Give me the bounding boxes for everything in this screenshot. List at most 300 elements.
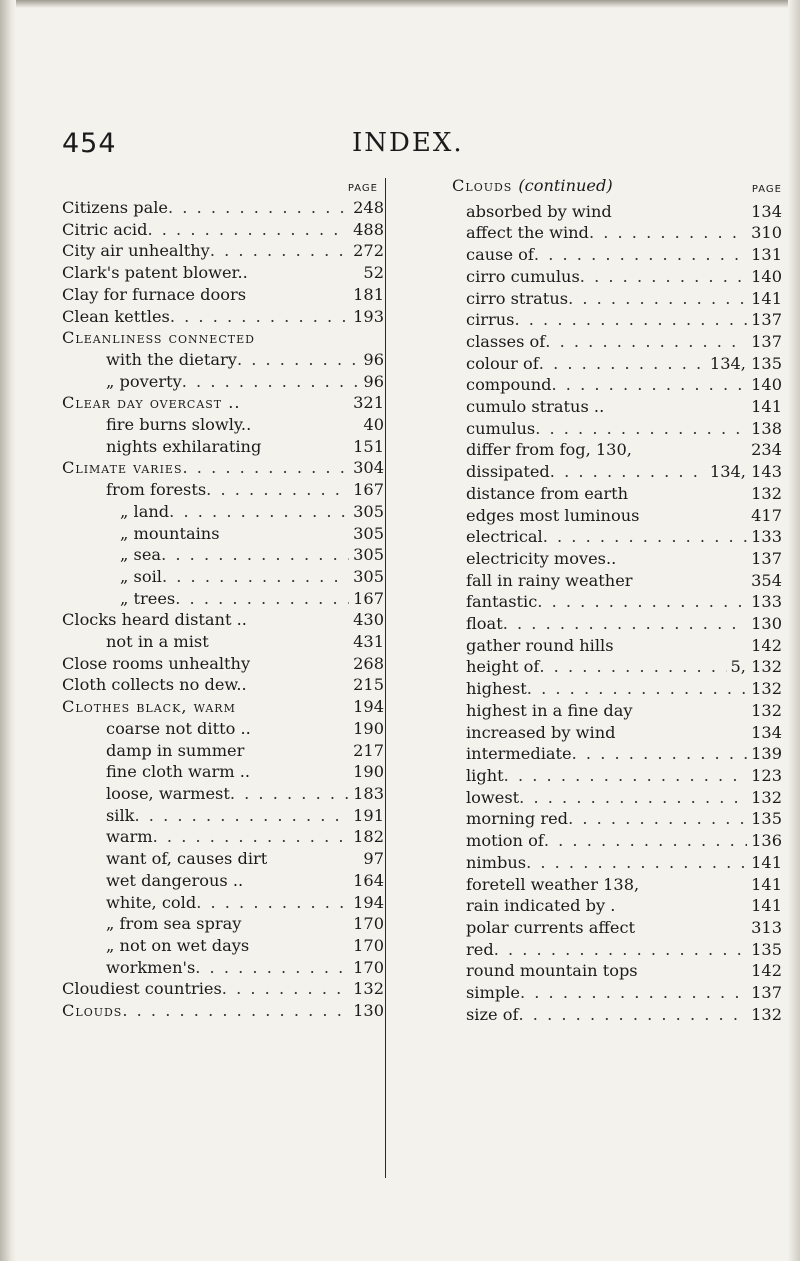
leader-dots [633, 700, 748, 722]
leader-dots [182, 371, 360, 393]
leader-dots [220, 523, 350, 545]
leader-dots [568, 808, 747, 830]
leader-dots [544, 830, 747, 852]
leader-dots [580, 266, 747, 288]
leader-dots [210, 240, 349, 262]
entry-page-number: 131 [751, 245, 782, 265]
index-entry [62, 501, 384, 523]
index-entry [62, 306, 384, 328]
index-entry [452, 982, 782, 1004]
entry-page-number: 130 [751, 614, 782, 634]
index-entry [62, 957, 384, 979]
entry-page-number: 170 [353, 935, 384, 955]
leader-dots [251, 414, 359, 436]
index-entry [62, 718, 384, 740]
entry-page-number: 133 [751, 592, 782, 612]
leader-dots [638, 960, 747, 982]
index-entry [452, 396, 782, 418]
index-entry [452, 331, 782, 353]
entry-page-number: 182 [353, 827, 384, 847]
leader-dots [195, 957, 349, 979]
entry-page-number: 191 [353, 805, 384, 825]
leader-dots [250, 653, 349, 675]
entry-text: Cleanliness connected [62, 328, 255, 348]
entry-text: cirro stratus [466, 288, 569, 308]
entry-text: absorbed by wind [466, 201, 612, 221]
index-entry [62, 740, 384, 762]
entry-text: simple [466, 983, 520, 1003]
leader-dots [183, 457, 350, 479]
leader-dots [518, 1004, 747, 1026]
left-entry-list [62, 197, 384, 1022]
entry-page-number: 134, 143 [709, 462, 782, 482]
leader-dots [639, 505, 747, 527]
entry-page-number: 183 [353, 783, 384, 803]
index-entry [62, 978, 384, 1000]
index-entry [62, 219, 384, 241]
index-entry [62, 826, 384, 848]
leader-dots [527, 678, 747, 700]
index-entry [452, 309, 782, 331]
entry-text: Close rooms unhealthy [62, 653, 251, 673]
leader-dots [539, 656, 726, 678]
leader-dots [236, 696, 349, 718]
leader-dots [267, 848, 359, 870]
entry-page-number: 141 [751, 874, 782, 894]
entry-page-number: 194 [353, 697, 384, 717]
leader-dots [545, 331, 747, 353]
entry-page-number: 130 [353, 1001, 384, 1021]
entry-text: affect the wind [466, 223, 589, 243]
index-entry [62, 327, 384, 349]
entry-page-number: 134, 135 [709, 353, 782, 373]
entry-text: cirrus [466, 310, 515, 330]
entry-page-number: 170 [353, 957, 384, 977]
entry-page-number: 132 [751, 1004, 782, 1024]
index-entry [62, 457, 384, 479]
entry-text: „ soil [120, 566, 162, 586]
leader-dots [237, 349, 359, 371]
leader-dots [551, 374, 747, 396]
entry-text: Cloudiest countries [62, 979, 222, 999]
entry-page-number: 140 [751, 375, 782, 395]
leader-dots [616, 722, 748, 744]
entry-text: Citizens pale [62, 198, 169, 217]
entry-text: loose, warmest [106, 783, 230, 803]
leader-dots [168, 197, 349, 219]
entry-text: „ not on wet days [106, 935, 250, 955]
leader-dots [122, 1000, 349, 1022]
leader-dots [633, 570, 748, 592]
index-entry [452, 570, 782, 592]
entry-page-number: 138 [751, 418, 782, 438]
leader-dots [248, 262, 360, 284]
entry-text: size of [466, 1004, 519, 1024]
leader-dots [249, 935, 349, 957]
leader-dots [615, 895, 747, 917]
entry-text: distance from earth [466, 483, 629, 503]
index-entry [62, 392, 384, 414]
entry-page-number: 321 [353, 393, 384, 413]
index-entry [62, 761, 384, 783]
entry-text: float [466, 614, 503, 634]
index-entry [452, 266, 782, 288]
entry-page-number: 217 [353, 740, 384, 760]
entry-text: highest in a fine day [466, 700, 633, 720]
index-entry [62, 349, 384, 371]
entry-page-number: 139 [751, 744, 782, 764]
entry-page-number: 304 [353, 458, 384, 478]
index-entry [62, 544, 384, 566]
entry-text: Citric acid [62, 219, 148, 239]
entry-text: cirro cumulus [466, 266, 580, 286]
entry-text: dissipated [466, 462, 550, 482]
entry-page-number [380, 327, 384, 349]
leader-dots [537, 591, 747, 613]
leader-dots [246, 284, 349, 306]
leader-dots [209, 631, 349, 653]
index-entry [62, 414, 384, 436]
page-label: PAGE [347, 183, 378, 194]
entry-text: differ from fog, 130, [466, 440, 632, 460]
index-entry [62, 436, 384, 458]
index-entry [62, 479, 384, 501]
leader-dots [612, 201, 747, 223]
index-entry [452, 613, 782, 635]
index-entry [452, 353, 782, 375]
entry-page-number: 134 [751, 201, 782, 221]
entry-text: increased by wind [466, 722, 616, 742]
leader-dots [568, 288, 747, 310]
leader-dots [503, 613, 747, 635]
page-edge-top [0, 0, 800, 8]
entry-page-number: 137 [751, 310, 782, 330]
entry-text: from forests [106, 480, 207, 500]
index-entry [62, 935, 384, 957]
leader-dots [196, 892, 349, 914]
index-entry [62, 653, 384, 675]
leader-dots [169, 501, 349, 523]
entry-page-number: 313 [751, 917, 782, 937]
entry-text: gather round hills [466, 635, 614, 655]
entry-text: Clean kettles [62, 306, 170, 326]
page-edge-left [0, 0, 16, 1261]
entry-page-number: 215 [353, 675, 384, 695]
entry-page-number: 430 [353, 610, 384, 630]
leader-dots [572, 743, 747, 765]
index-entry [452, 374, 782, 396]
entry-text: damp in summer [106, 740, 245, 760]
index-entry [452, 722, 782, 744]
entry-page-number: 142 [751, 961, 782, 981]
entry-page-number: 417 [751, 505, 782, 525]
entry-page-number: 140 [751, 266, 782, 286]
index-entry [452, 201, 782, 223]
leader-dots [539, 353, 706, 375]
index-entry [452, 591, 782, 613]
index-entry [452, 852, 782, 874]
leader-dots [247, 609, 349, 631]
leader-dots [247, 674, 349, 696]
entry-text: Clothes black, warm [62, 697, 236, 717]
entry-page-number: 488 [353, 219, 384, 239]
entry-page-number: 167 [353, 480, 384, 500]
leader-dots [514, 309, 747, 331]
entry-text: „ mountains [120, 523, 220, 543]
entry-page-number: 141 [751, 397, 782, 417]
index-entry [62, 631, 384, 653]
entry-page-number: 132 [353, 979, 384, 999]
index-entry [62, 870, 384, 892]
entry-text: height of [466, 657, 540, 677]
entry-text: Cloth collects no dew.. [62, 675, 247, 695]
entry-text: cumulus [466, 418, 536, 438]
entry-page-number: 40 [363, 415, 384, 435]
leader-dots [230, 783, 349, 805]
index-entry [62, 262, 384, 284]
entry-text: Clear day overcast .. [62, 393, 241, 413]
entry-text: wet dangerous .. [106, 870, 244, 890]
index-entry [452, 483, 782, 505]
index-entry [62, 1000, 384, 1022]
entry-page-number: 141 [751, 288, 782, 308]
entry-page-number: 354 [751, 570, 782, 590]
entry-page-number: 141 [751, 896, 782, 916]
entry-text: red [466, 939, 494, 959]
entry-page-number: 151 [353, 436, 384, 456]
leader-dots [604, 396, 747, 418]
index-entry [62, 892, 384, 914]
leader-dots [222, 978, 349, 1000]
entry-text: workmen's [106, 957, 196, 977]
leader-dots [494, 939, 747, 961]
entry-text: colour of [466, 353, 539, 373]
leader-dots [535, 418, 747, 440]
index-entry [452, 505, 782, 527]
entry-page-number: 431 [353, 632, 384, 652]
entry-page-number: 190 [353, 718, 384, 738]
left-column [62, 175, 384, 1022]
leader-dots [251, 718, 349, 740]
index-entry [62, 566, 384, 588]
entry-text: Climate varies [62, 458, 183, 478]
page-label: PAGE [751, 184, 782, 195]
entry-page-number: 132 [751, 483, 782, 503]
entry-page-number: 5, 132 [730, 657, 782, 677]
index-entry [452, 222, 782, 244]
entry-text: fall in rainy weather [466, 570, 633, 590]
entry-page-number: 310 [751, 223, 782, 243]
leader-dots [520, 982, 747, 1004]
leader-dots [175, 588, 349, 610]
index-entry [452, 656, 782, 678]
entry-text: Clocks heard distant .. [62, 610, 247, 630]
index-entry [62, 609, 384, 631]
entry-text: foretell weather 138, [466, 874, 640, 894]
leader-dots [170, 306, 349, 328]
index-entry [452, 288, 782, 310]
entry-text: fantastic [466, 592, 538, 612]
entry-text: polar currents affect [466, 917, 636, 937]
entry-page-number: 137 [751, 983, 782, 1003]
entry-page-number: 52 [363, 263, 384, 283]
leader-dots [639, 874, 747, 896]
entry-text: cause of [466, 245, 534, 265]
leader-dots [534, 244, 747, 266]
leader-dots [616, 548, 747, 570]
entry-text: motion of [466, 831, 544, 851]
leader-dots [543, 526, 747, 548]
index-entry [452, 244, 782, 266]
entry-text: classes of [466, 331, 546, 351]
entry-text: highest [466, 679, 527, 699]
index-entry [452, 787, 782, 809]
entry-text: silk [106, 805, 135, 825]
leader-dots [255, 327, 380, 349]
entry-page-number: 305 [353, 545, 384, 565]
index-entry [452, 765, 782, 787]
index-entry [62, 588, 384, 610]
entry-text: compound [466, 375, 552, 395]
entry-page-number: 132 [751, 679, 782, 699]
continued-note: (continued) [518, 176, 613, 195]
entry-text: „ trees [120, 588, 176, 608]
entry-text: nimbus [466, 852, 527, 872]
entry-text: morning red [466, 809, 569, 829]
entry-page-number: 272 [353, 241, 384, 261]
entry-page-number: 234 [751, 440, 782, 460]
index-entry [452, 635, 782, 657]
entry-text: Clay for furnace doors [62, 284, 247, 304]
entry-text: City air unhealthy [62, 241, 210, 261]
index-entry [62, 197, 384, 219]
leader-dots [261, 436, 349, 458]
leader-dots [589, 222, 747, 244]
leader-dots [162, 566, 349, 588]
entry-page-number: 194 [353, 892, 384, 912]
right-column-head [452, 175, 782, 201]
index-entry [452, 743, 782, 765]
index-entry [62, 674, 384, 696]
entry-page-number: 167 [353, 588, 384, 608]
leader-dots [519, 787, 747, 809]
index-entry [452, 548, 782, 570]
entry-page-number: 164 [353, 870, 384, 890]
entry-page-number: 132 [751, 787, 782, 807]
entry-text: light [466, 765, 504, 785]
running-title: INDEX. [352, 128, 464, 158]
leader-dots [550, 461, 706, 483]
index-entry [62, 371, 384, 393]
index-entry [452, 874, 782, 896]
entry-page-number: 268 [353, 653, 384, 673]
entry-text: not in a mist [106, 632, 209, 652]
entry-page-number: 305 [353, 523, 384, 543]
entry-text: „ land [120, 501, 170, 521]
entry-page-number: 132 [751, 700, 782, 720]
entry-text: want of, causes dirt [106, 849, 268, 869]
index-entry [452, 461, 782, 483]
entry-text: electricity moves.. [466, 548, 617, 568]
leader-dots [243, 870, 349, 892]
entry-page-number: 135 [751, 809, 782, 829]
entry-page-number: 305 [353, 501, 384, 521]
index-entry [452, 808, 782, 830]
entry-page-number: 248 [353, 198, 384, 217]
leader-dots [244, 740, 349, 762]
entry-text: fine cloth warm .. [106, 762, 251, 782]
index-entry [452, 960, 782, 982]
entry-text: white, cold [106, 892, 197, 912]
entry-text: with the dietary [106, 349, 237, 369]
index-columns [62, 175, 782, 1175]
entry-page-number: 170 [353, 914, 384, 934]
entry-page-number: 96 [363, 371, 384, 391]
right-entry-list [452, 201, 782, 1026]
entry-page-number: 136 [751, 831, 782, 851]
index-entry [62, 848, 384, 870]
right-column [452, 175, 782, 1025]
entry-text: Clouds [62, 1001, 123, 1021]
index-entry [62, 913, 384, 935]
entry-text: nights exhilarating [106, 436, 262, 456]
entry-page-number: 141 [751, 852, 782, 872]
entry-page-number: 142 [751, 635, 782, 655]
entry-text: warm [106, 827, 153, 847]
entry-page-number: 181 [353, 284, 384, 304]
entry-page-number: 134 [751, 722, 782, 742]
index-entry [62, 696, 384, 718]
leader-dots [147, 219, 349, 241]
index-entry [62, 284, 384, 306]
index-entry [452, 917, 782, 939]
entry-text: „ from sea spray [106, 914, 242, 934]
index-entry [452, 418, 782, 440]
continued-heading: Clouds [452, 176, 513, 195]
entry-text: fire burns slowly.. [106, 415, 252, 435]
entry-page-number: 190 [353, 762, 384, 782]
page-edge-right [788, 0, 800, 1261]
entry-text: Clark's patent blower.. [62, 263, 248, 283]
index-entry [452, 1004, 782, 1026]
index-entry [452, 439, 782, 461]
entry-text: edges most luminous [466, 505, 640, 525]
leader-dots [161, 544, 349, 566]
leader-dots [206, 479, 349, 501]
entry-page-number: 137 [751, 548, 782, 568]
entry-text: „ poverty [106, 371, 182, 391]
index-entry [62, 523, 384, 545]
leader-dots [134, 805, 349, 827]
index-entry [62, 240, 384, 262]
leader-dots [504, 765, 747, 787]
index-entry [452, 939, 782, 961]
index-entry [452, 526, 782, 548]
index-entry [452, 895, 782, 917]
entry-page-number: 135 [751, 939, 782, 959]
index-entry [452, 700, 782, 722]
leader-dots [250, 761, 349, 783]
leader-dots [241, 392, 350, 414]
entry-page-number: 133 [751, 527, 782, 547]
entry-text: coarse not ditto .. [106, 718, 251, 738]
page-number: 454 [62, 128, 117, 159]
page-header [62, 128, 702, 168]
index-entry [62, 783, 384, 805]
leader-dots [153, 826, 349, 848]
leader-dots [241, 913, 349, 935]
index-entry [452, 678, 782, 700]
